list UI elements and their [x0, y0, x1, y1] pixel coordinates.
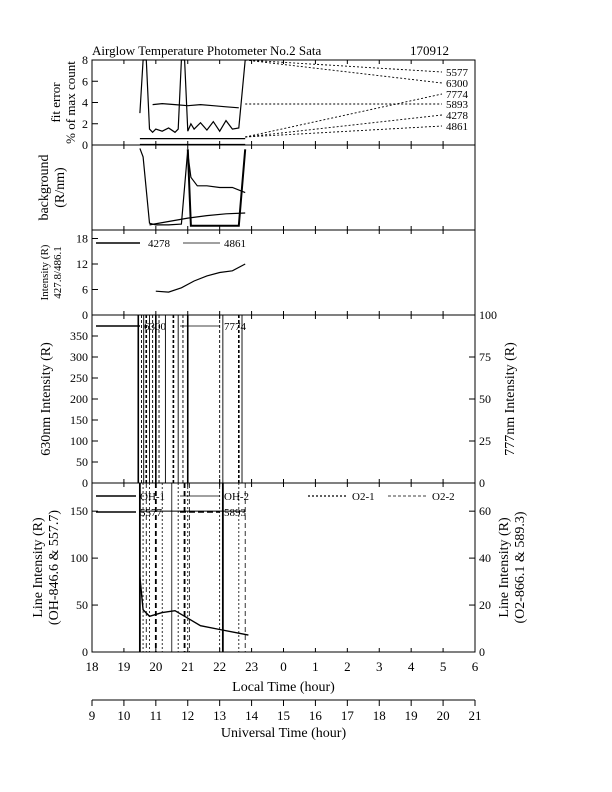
intensity-4278-axis-tick-label: 18 — [76, 231, 88, 246]
background-ylabel: background — [37, 154, 52, 221]
local-time-tick-label: 6 — [471, 659, 479, 674]
ut-tick-label: 13 — [213, 708, 227, 723]
line-intensity-axis-tick-label: 0 — [82, 645, 88, 659]
intensity-630-axis-tick-label: 350 — [70, 329, 88, 343]
background-ylabel: (R/nm) — [53, 167, 68, 208]
fit-error-axis-tick-label: 0 — [82, 138, 88, 152]
fit-error-connector — [245, 60, 442, 83]
intensity-4278-ylabel: 427.8/486.1 — [52, 246, 64, 299]
background-series-2 — [188, 154, 245, 193]
legend-label-4861: 4861 — [224, 238, 246, 250]
line-intensity-right-ylabel: Line Intensity (R) — [497, 517, 512, 618]
legend-label-7774: 7774 — [224, 321, 246, 333]
local-time-tick-label: 2 — [344, 659, 351, 674]
intensity-777-axis-tick-label: 75 — [479, 350, 491, 364]
ut-tick-label: 9 — [88, 708, 96, 723]
local-time-tick-label: 4 — [407, 659, 415, 674]
legend-label-OH-1: OH-1 — [140, 491, 166, 503]
fit-error-ylabel: % of max count — [63, 61, 78, 144]
legend-label-5893: 5893 — [224, 507, 246, 519]
local-time-tick-label: 1 — [312, 659, 319, 674]
line-intensity-ylabel: (OH-846.6 & 557.7) — [47, 509, 62, 626]
figure-date: 170912 — [410, 43, 449, 58]
intensity-4278-ylabel: Intensity (R) — [39, 244, 51, 301]
ut-tick-label: 20 — [436, 708, 450, 723]
intensity-777-axis-tick-label: 25 — [479, 434, 491, 448]
intensity-777-axis-tick-label: 100 — [479, 308, 497, 322]
fit-error-label-7774: 7774 — [446, 89, 468, 101]
line-intensity-axis-tick-label: 50 — [76, 598, 88, 613]
intensity-777-ylabel: 777nm Intensity (R) — [503, 342, 518, 456]
fit-error-series-1 — [140, 60, 245, 132]
ut-tick-label: 11 — [149, 708, 163, 723]
line-intensity-ylabel: Line Intensity (R) — [31, 517, 46, 618]
plot-area — [31, 53, 528, 659]
background-series-1 — [140, 148, 188, 225]
fit-error-axis-tick-label: 8 — [82, 53, 88, 67]
fit-error-label-5893: 5893 — [446, 99, 468, 111]
panel-frame-1 — [92, 60, 475, 145]
intensity-777-axis-tick-label: 50 — [479, 392, 491, 406]
intensity-630-axis-tick-label: 150 — [70, 413, 88, 427]
x-axes — [86, 659, 482, 741]
local-time-tick-label: 18 — [85, 659, 99, 674]
line-intensity-right-axis-tick-label: 60 — [479, 504, 491, 519]
ut-label: Universal Time (hour) — [220, 726, 347, 741]
fit-error-ylabel: fit error — [48, 82, 63, 123]
line-intensity-axis-tick-label: 150 — [70, 504, 88, 519]
ut-tick-label: 18 — [372, 708, 386, 723]
local-time-tick-label: 0 — [280, 659, 287, 674]
legend-label-5577: 5577 — [140, 507, 162, 519]
series-4861 — [156, 264, 245, 292]
fit-error-label-6300: 6300 — [446, 78, 468, 90]
local-time-tick-label: 5 — [439, 659, 447, 674]
ut-tick-label: 12 — [181, 708, 195, 723]
line-intensity-right-axis-tick-label: 0 — [479, 645, 485, 659]
legend-label-4278: 4278 — [148, 238, 170, 250]
local-time-tick-label: 19 — [117, 659, 131, 674]
fit-error-label-4278: 4278 — [446, 110, 468, 122]
local-time-tick-label: 23 — [245, 659, 259, 674]
fit-error-axis-tick-label: 4 — [82, 95, 88, 110]
ut-tick-label: 17 — [340, 708, 354, 723]
line-intensity-right-ylabel: (O2-866.1 & 589.3) — [513, 511, 528, 624]
legend-label-OH-2: OH-2 — [224, 491, 250, 503]
ut-tick-label: 21 — [468, 708, 482, 723]
local-time-tick-label: 21 — [181, 659, 195, 674]
intensity-630-axis-tick-label: 250 — [70, 371, 88, 385]
local-time-tick-label: 22 — [213, 659, 227, 674]
intensity-630-ylabel: 630nm Intensity (R) — [39, 342, 54, 456]
intensity-630-axis-tick-label: 200 — [70, 392, 88, 406]
line-intensity-axis-tick-label: 100 — [70, 551, 88, 566]
intensity-630-axis-tick-label: 300 — [70, 350, 88, 364]
fit-error-connector — [245, 115, 442, 137]
intensity-4278-axis-tick-label: 12 — [76, 257, 88, 271]
fit-error-series-2 — [153, 104, 239, 108]
ut-tick-label: 15 — [277, 708, 290, 723]
ut-tick-label: 19 — [404, 708, 418, 723]
intensity-4278-axis-tick-label: 0 — [82, 308, 88, 322]
fit-error-axis-tick-label: 6 — [82, 74, 88, 89]
local-time-tick-label: 3 — [376, 659, 383, 674]
local-time-tick-label: 20 — [149, 659, 163, 674]
fit-error-connector — [245, 94, 442, 137]
line-intensity-right-axis-tick-label: 20 — [479, 598, 491, 613]
ut-tick-label: 16 — [308, 708, 322, 723]
fit-error-axis-tick-label: 2 — [82, 116, 88, 131]
fit-error-label-5577: 5577 — [446, 67, 468, 79]
intensity-630-axis-tick-label: 0 — [82, 476, 88, 490]
legend-label-O2-1: O2-1 — [352, 491, 375, 503]
fit-error-connector — [245, 60, 442, 72]
intensity-4278-axis-tick-label: 6 — [82, 282, 88, 297]
intensity-777-axis-tick-label: 0 — [479, 476, 485, 490]
ut-tick-label: 14 — [245, 708, 259, 723]
intensity-630-axis-tick-label: 100 — [70, 434, 88, 448]
ut-tick-label: 10 — [117, 708, 131, 723]
figure-title: Airglow Temperature Photometer No.2 Sata — [92, 43, 322, 58]
legend-label-6300: 6300 — [144, 321, 166, 333]
background-series-3 — [150, 213, 246, 225]
legend-label-O2-2: O2-2 — [432, 491, 455, 503]
intensity-630-axis-tick-label: 50 — [76, 455, 88, 469]
fit-error-connector — [245, 126, 442, 137]
fit-error-label-4861: 4861 — [446, 121, 468, 133]
line-intensity-right-axis-tick-label: 40 — [479, 551, 491, 566]
local-time-label: Local Time (hour) — [232, 680, 335, 695]
